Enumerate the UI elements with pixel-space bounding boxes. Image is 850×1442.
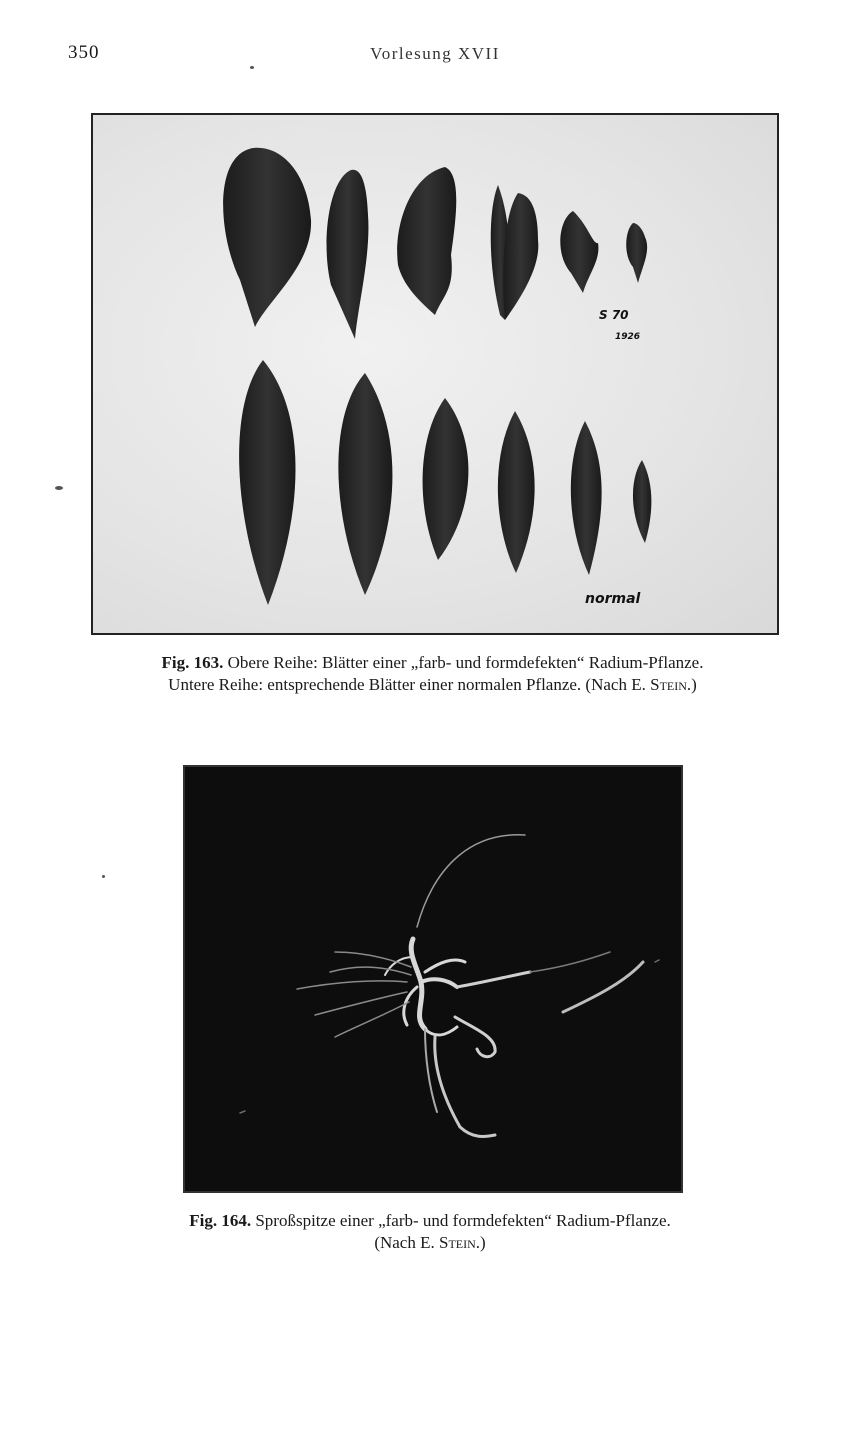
central-rosette <box>385 939 465 1035</box>
upper-row-defective-leaves <box>223 148 647 339</box>
figure-164-label: Fig. 164. <box>189 1211 252 1230</box>
top-right-speck <box>655 960 659 962</box>
figure-164-caption-end: .) <box>475 1233 486 1252</box>
shoot-tip-photograph <box>185 767 681 1191</box>
figure-164-author: Stein <box>438 1233 476 1252</box>
normal-annotation: normal <box>585 591 641 607</box>
figure-164-caption <box>100 1210 760 1254</box>
right-leaf-lower <box>563 962 643 1012</box>
page-number: 350 <box>68 42 100 63</box>
lower-row-normal-leaves <box>239 360 651 605</box>
figure-163-label: Fig. 163. <box>161 653 224 672</box>
arc-leaf <box>417 835 525 927</box>
right-leaf-upper <box>457 972 530 987</box>
far-left-speck <box>240 1111 245 1113</box>
defective-leaf-2 <box>327 170 369 339</box>
normal-leaf-6 <box>633 460 651 543</box>
figure-164-caption-part2: (Nach E. <box>374 1233 435 1252</box>
figure-163-caption-end: .) <box>686 675 697 694</box>
figure-163-photo <box>91 113 779 635</box>
normal-leaf-3 <box>423 398 469 560</box>
figure-163-author: Stein <box>650 675 687 694</box>
defective-leaf-4b <box>503 193 538 320</box>
normal-leaf-4 <box>498 411 535 573</box>
defective-leaf-5 <box>560 211 598 293</box>
figure-163-caption-part2: Untere Reihe: entsprechende Blätter einer normalen Pflanze. (Nach E. <box>168 675 646 694</box>
figure-164-photo <box>183 765 683 1193</box>
running-head: Vorlesung XVII <box>370 44 500 63</box>
normal-leaf-5 <box>571 421 602 575</box>
print-speck <box>250 66 254 69</box>
print-speck <box>102 875 105 878</box>
defective-leaf-3 <box>397 167 456 315</box>
right-leaf-tip <box>530 952 610 972</box>
lower-curl-down <box>435 1037 495 1137</box>
normal-leaf-2 <box>338 373 392 595</box>
leaf-photograph <box>93 115 777 633</box>
print-speck <box>55 486 63 490</box>
normal-leaf-1 <box>239 360 295 605</box>
defective-leaf-1 <box>223 148 311 327</box>
lower-curl-right <box>455 1017 495 1057</box>
figure-163-caption <box>80 652 785 696</box>
figure-164-caption-part1: Sproßspitze einer „farb- und formdefekten“ Radium-Pflanze. <box>255 1211 671 1230</box>
sample-code-annotation: S 70 <box>599 308 629 322</box>
year-annotation: 1926 <box>615 332 641 342</box>
figure-163-caption-part1: Obere Reihe: Blätter einer „farb- und formdefekten“ Radium-Pflanze. <box>227 653 704 672</box>
defective-leaf-6 <box>626 223 647 283</box>
